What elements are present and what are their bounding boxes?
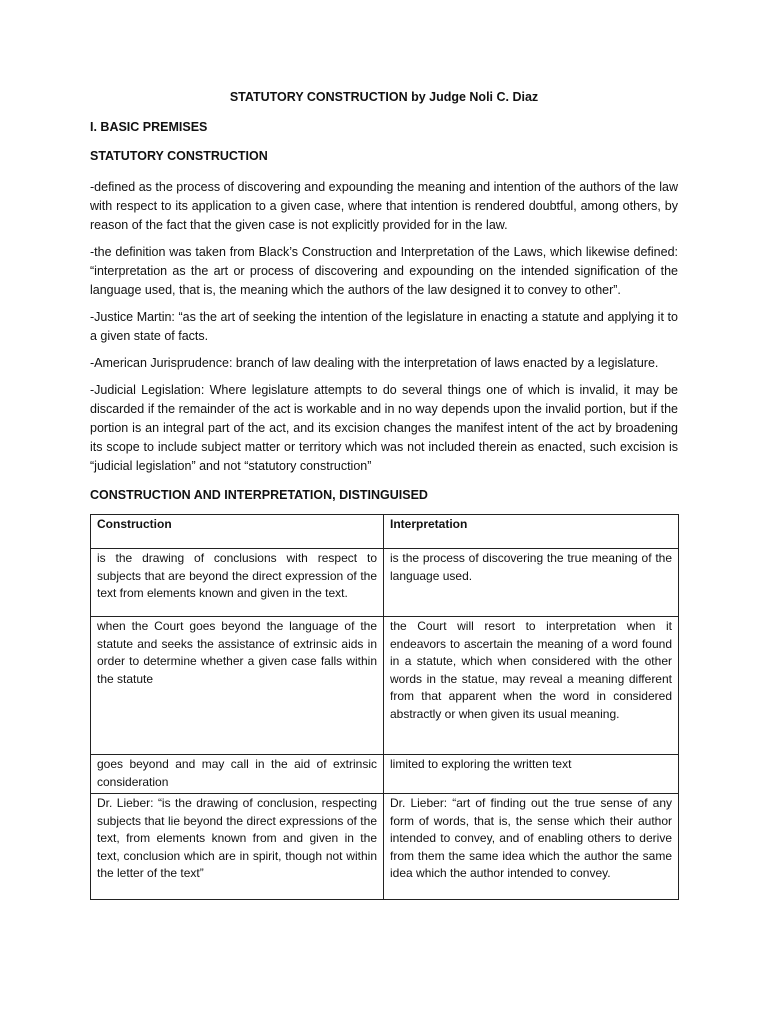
comparison-table [90,514,679,900]
document-page [90,90,678,900]
column-header-construction: Construction [91,515,384,549]
subheading: STATUTORY CONSTRUCTION [90,149,268,163]
table-cell: Dr. Lieber: “art of finding out the true sense of any form of words, that is, the sense which their author intended to convey, and of enabling others to derive from them the same idea which the author the same idea which the author intended to convey. [384,794,679,900]
document-title: STATUTORY CONSTRUCTION by Judge Noli C. Diaz [229,90,539,104]
table-cell: when the Court goes beyond the language of the statute and seeks the assistance of extrinsic aids in order to determine whether a given case falls within the statute [91,617,384,755]
table-row [91,794,679,900]
section-heading: I. BASIC PREMISES [90,120,208,134]
table-row [91,617,679,755]
paragraph-judicial-legislation: -Judicial Legislation: Where legislature attempts to do several things one of which is invalid, it may be discarded if the remainder of the act is workable and in no way depends upon the invalid portion, but if the portion is an integral part of the act, and its excision changes the manifest intent of the act by broadening its scope to include subject matter or territory which was not included therein as enacted, such excision is “judicial legislation” and not “statutory construction” [90,383,678,473]
column-header-interpretation: Interpretation [384,515,679,549]
table-cell: limited to exploring the written text [384,755,679,794]
table-cell: Dr. Lieber: “is the drawing of conclusion, respecting subjects that lie beyond the direct expressions of the text, from elements known from and given in the text, conclusion which are in spirit, though not within the letter of the text” [91,794,384,900]
table-cell: is the process of discovering the true meaning of the language used. [384,549,679,617]
table-cell: is the drawing of conclusions with respect to subjects that are beyond the direct expression of the text from elements known and given in the text. [91,549,384,617]
table-row [91,549,679,617]
paragraph-american-jurisprudence: -American Jurisprudence: branch of law dealing with the interpretation of laws enacted by a legislature. [90,356,659,370]
paragraph-blacks-definition: -the definition was taken from Black’s Construction and Interpretation of the Laws, which likewise defined: “interpretation as the art or process of discovering and expounding on the intended signification of the language used, that is, the meaning which the authors of the law designed it to convey to other”. [90,245,678,297]
paragraph-justice-martin: -Justice Martin: “as the art of seeking the intention of the legislature in enacting a statute and applying it to a given state of facts. [90,310,678,343]
table-heading: CONSTRUCTION AND INTERPRETATION, DISTINGUISED [90,488,428,502]
table-cell: the Court will resort to interpretation when it endeavors to ascertain the meaning of a word found in a statute, which when considered with the other words in the statue, may reveal a meaning different from that apparent when the word in considered abstractly or when given its usual meaning. [384,617,679,755]
table-row [91,755,679,794]
table-header-row [91,515,679,549]
paragraph-definition: -defined as the process of discovering and expounding the meaning and intention of the authors of the law with respect to its application to a given case, where that intention is rendered doubtful, among others, by reason of the fact that the given case is not explicitly provided for in the law. [90,180,678,232]
table-cell: goes beyond and may call in the aid of extrinsic consideration [91,755,384,794]
